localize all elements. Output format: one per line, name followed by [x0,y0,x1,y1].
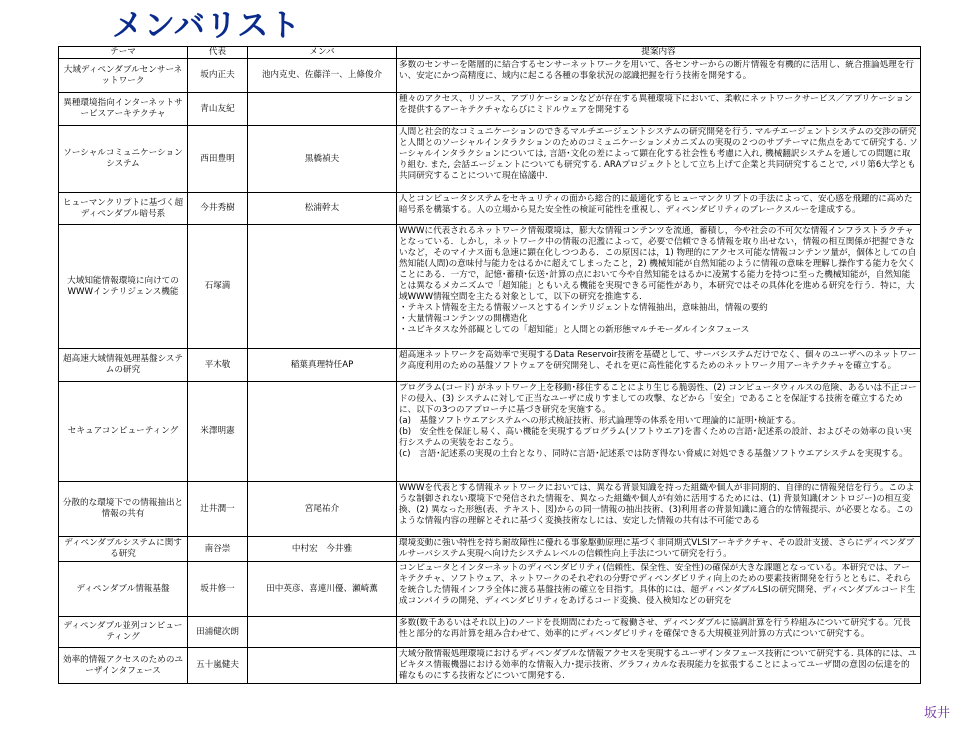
cell-theme-text: 効率的情報アクセスのためのユーザインタフェース [62,654,184,676]
cell-leader [188,617,248,648]
cell-leader-text: 坂内正夫 [200,70,235,80]
cell-leader [188,126,248,193]
cell-content [397,126,921,193]
cell-theme [59,482,188,537]
cell-content [397,59,921,93]
cell-theme [59,193,188,225]
member-table [58,46,921,684]
cell-content-text: 環境変動に強い特性を持ち耐故障性に優れる事象駆動原理に基づく非同期式VLSIアーキテクチャ、その設計支援、さらにディペンダブルサーバシステム実現へ向けたシステムレベルの信頼性向上手法について研究を行う。 [399,538,915,559]
cell-theme [59,648,188,684]
cell-theme-text: 大域知能情報環境に向けてのWWWインテリジェンス機能 [67,275,179,297]
cell-theme [59,382,188,482]
cell-theme [59,225,188,349]
cell-content-text: 多数(数千あるいはそれ以上)のノードを長期間にわたって稼働させ、ディペンダブルに協調計算を行う枠組みについて研究する。冗長性と部分的な再計算を組み合わせて、効率的にディペンダビリティを確保できる大規模並列計算の方式について研究する。 [399,618,911,639]
cell-theme [59,126,188,193]
cell-content [397,93,921,126]
header-row [59,47,921,59]
table-row [59,225,921,349]
cell-content-text: WWWを代表とする情報ネットワークにおいては、異なる背景知識を持った組織や個人が非同期的、自律的に情報発信を行う。このような制御されない環境下で発信された情報を、異なった組織や個人が有効に活用するためには、(1) 背景知識(オントロジー)の相互変換、(2) 異なった形態(表、テキスト、図)からの同一情報の抽出技術、(3)利用者の背景知識に適合的な情報提示、が必要となる。このような情報内容の理解とそれに基づく変換技術なしには、安定した情報の共有は不可能である [399,483,915,526]
cell-leader [188,225,248,349]
cell-theme-text: ソーシャルコミュニケーションシステム [63,148,183,169]
cell-members [248,126,397,193]
cell-leader [188,382,248,482]
table-row [59,482,921,537]
cell-content [397,382,921,482]
cell-theme-text: 異種環境指向インターネットサービスアーキテクチャ [63,98,183,119]
cell-leader [188,482,248,537]
cell-members-text: 宮尾祐介 [304,503,340,514]
cell-content [397,617,921,648]
table-row [59,93,921,126]
cell-members [248,482,397,537]
cell-content [397,562,921,617]
cell-theme-text: ディペンダブル並列コンピューティング [63,621,183,642]
cell-theme [59,617,188,648]
cell-members-text: 田中英彦、喜連川優、瀬崎薫 [266,583,378,594]
cell-content-text: 超高速ネットワークを高効率で実現するData Reservoir技術を基礎として、サーバシステムだけでなく、個々のユーザへのネットワーク高度利用のための基盤ソフトウェアを研究開発し、それを更に高性能化するためのネットワーク用アーキテクチャを確立する。 [399,350,917,371]
cell-leader-text: 南谷崇 [204,543,231,554]
cell-theme [59,562,188,617]
cell-theme [59,93,188,126]
cell-leader-text: 五十嵐健夫 [196,660,239,670]
cell-content-text: 人間と社会的なコミュニケーションのできるマルチエージェントシステムの研究開発を行う. マルチエージェントシステムの交渉の研究と人間とのソーシャルインタラクションのためのコミュニケーションメカニズムの実現の２つのサブテーマに焦点をあてて研究する. ソーシャルインタラクションについては, 言語･文化の差によって顕在化する社会性も考慮に入れ, 機械翻訳システムを通しての問題に取り組む. また, 会話エージェントについても研究する. ARAプロジェクトとして立ち上げて企業と共同研究することで, パリ第6大学とも共同研究することについて現在協議中. [399,127,918,181]
cell-theme [59,537,188,562]
table-row [59,617,921,648]
cell-members [248,648,397,684]
cell-leader [188,93,248,126]
cell-members [248,59,397,93]
cell-leader-text: 坂井修一 [200,583,235,594]
cell-leader [188,349,248,382]
cell-leader [188,648,248,684]
cell-theme-text: 大域ディペンダブルセンサーネットワーク [63,64,183,86]
cell-theme [59,59,188,93]
cell-content-text: プログラム(コード) がネットワーク上を移動･移住することにより生じる脆弱性、(2) コンピュータウィルスの危険、あるいは不正コードの侵入、(3) システムに対して正当なユーザに成りすましての攻撃、などから「安全」であることを保証する技術を確立するために、以下の3つのアプローチに基づき研究を実施する。 (a) 基盤ソフトウエアシステムへの形式検証技術、形式論理等の体系を用いて理論的に証明･検証する。 (b) 安全性を保証し易く、高い機能を実現するプログラム(ソフトウエア)を書くための言語･記述系の設計、およびその効率の良い実行システムの実装をおこなう。 (c) 言語･記述系の実現の土台となり、同時に言語･記述系では防ぎ得ない脅威に対処できる基盤ソフトウエアシステムを実現する。 [399,383,917,459]
cell-members-text: 稲葉真理特任AP [290,359,354,370]
header-members: メンバ [248,47,397,59]
cell-content-text: WWWに代表されるネットワーク情報環境は，膨大な情報コンテンツを流通，蓄積し，今や社会の不可欠な情報インフラストラクチャとなっている．しかし，ネットワーク中の情報の氾濫によって，必要で信頼できる情報を取り出せない，情報の相互関係が把握できないなど，そのマイナス面も急速に顕在化しつつある．この原因には，1) 物理的にアクセス可能な情報コンテンツ量が，個体としての自然知能(人間)の意味付与能力をはるかに超えてしまったこと，2) 機械知能が自然知能のように情報の意味を理解し操作する能力を欠くことにある．一方で，記憶･蓄積･伝送･計算の点において今や自然知能をはるかに凌駕する能力を持つに至った機械知能が，自然知能とは異なるメカニズムで「超知能」ともいえる機能を実現できる可能性があり，本研究ではその具体化を進める研究を行う．特に，大域WWW情報空間を主たる対象として，以下の研究を推進する． ・テキスト情報を主たる情報ソースとするインテリジェントな情報抽出，意味抽出，情報の要約 ・大量情報コンテンツの開構造化 ・ユビキタスな外部観としての「超知能」と人間との新形態マルチモーダルインタフェース [399,226,917,335]
cell-leader-text: 西田豊明 [200,153,235,164]
cell-leader-text: 田浦健次朗 [196,626,239,637]
cell-members [248,617,397,648]
header-theme: テーマ [59,47,188,59]
cell-theme-text: 分散的な環境下での情報抽出と情報の共有 [62,498,184,519]
cell-content [397,482,921,537]
cell-theme-text: セキュアコンピューティング [67,426,179,436]
table-row [59,562,921,617]
page-title: メンバリスト [112,8,302,44]
cell-members [248,537,397,562]
table-row [59,349,921,382]
cell-theme-text: ディペンダブル情報基盤 [76,583,170,594]
cell-members [248,349,397,382]
cell-members-text: 池内克史、佐藤洋一、上條俊介 [261,70,383,80]
cell-leader [188,537,248,562]
cell-content [397,648,921,684]
cell-members [248,382,397,482]
cell-content-text: コンピュータとインターネットのディペンダビリティ(信頼性、保全性、安全性)の確保が大きな課題となっている。本研究では、アーキテクチャ、ソフトウェア、ネットワークのそれぞれの分野でディペンダビリティ向上のための要素技術開発を行うとともに、それらを統合した情報インフラ全体に渡る基盤技術の確立を目指す。具体的には、超ディペンダブルLSIの研究開発、ディペンダブルコード生成コンパイラの開発、ディペンダビリティをあげるコード変換、侵入検知などの研究を [399,563,916,606]
cell-theme-text: 超高速大域情報処理基盤システムの研究 [63,354,183,375]
cell-content-text: 多数のセンサーを階層的に結合するセンサーネットワークを用いて、各センサーからの断片情報を有機的に活用し、統合推論処理を行い、安定にかつ高精度に、域内に起こる各種の事象状況の認識把握を行う技術を開発する。 [399,60,915,81]
cell-theme-text: ヒューマンクリプトに基づく超ディペンダブル暗号系 [62,197,184,219]
cell-members-text: 黒橋禎夫 [304,153,340,164]
cell-theme-text: ディペンダブルシステムに関する研究 [64,538,182,559]
cell-content [397,193,921,225]
header-leader: 代表 [188,47,248,59]
cell-leader [188,193,248,225]
cell-theme [59,349,188,382]
table-row [59,126,921,193]
cell-content-text: 種々のアクセス、リソース、アプリケーションなどが存在する異種環境下において、柔軟にネットワークサービス／アプリケーションを提供するアーキテクチャならびにミドルウェアを開発する [399,94,913,115]
cell-content [397,537,921,562]
cell-content [397,349,921,382]
table-row [59,59,921,93]
cell-content-text: 大域分散情報処理環境におけるディペンダブルな情報アクセスを実現するユーザインタフェース技術について研究する. 具体的には、ユビキタス情報機器における効率的な情報入力･提示技術、グラフィカルな表現能力を拡張することによってユーザ間の意図の伝達を的確なものにする技術などについて開発する. [399,649,917,681]
table-row [59,648,921,684]
cell-members [248,93,397,126]
table-row [59,193,921,225]
cell-members-text: 松浦幹太 [304,203,340,213]
cell-leader-text: 辻井潤一 [200,503,235,514]
cell-leader-text: 今井秀樹 [200,203,235,213]
cell-leader-text: 米澤明憲 [200,426,235,436]
cell-content-text: 人とコンピュータシステムをセキュリティの面から総合的に最適化するヒューマンクリプトの手法によって、安心感を飛躍的に高めた暗号系を構築する。人の立場から見た安全性の検証可能性を重視し、ディペンダビリティのブレークスルーを達成する。 [399,194,913,215]
cell-members-text: 中村宏 今井雅 [291,543,353,554]
cell-leader-text: 平木敬 [204,359,231,370]
cell-leader-text: 青山友紀 [200,103,235,114]
table-row [59,382,921,482]
cell-members [248,562,397,617]
cell-leader [188,59,248,93]
author-name: 坂井 [924,706,951,721]
table-row [59,537,921,562]
cell-members [248,225,397,349]
cell-leader [188,562,248,617]
header-content: 提案内容 [397,47,921,59]
cell-members [248,193,397,225]
cell-leader-text: 石塚満 [204,281,231,291]
cell-content [397,225,921,349]
